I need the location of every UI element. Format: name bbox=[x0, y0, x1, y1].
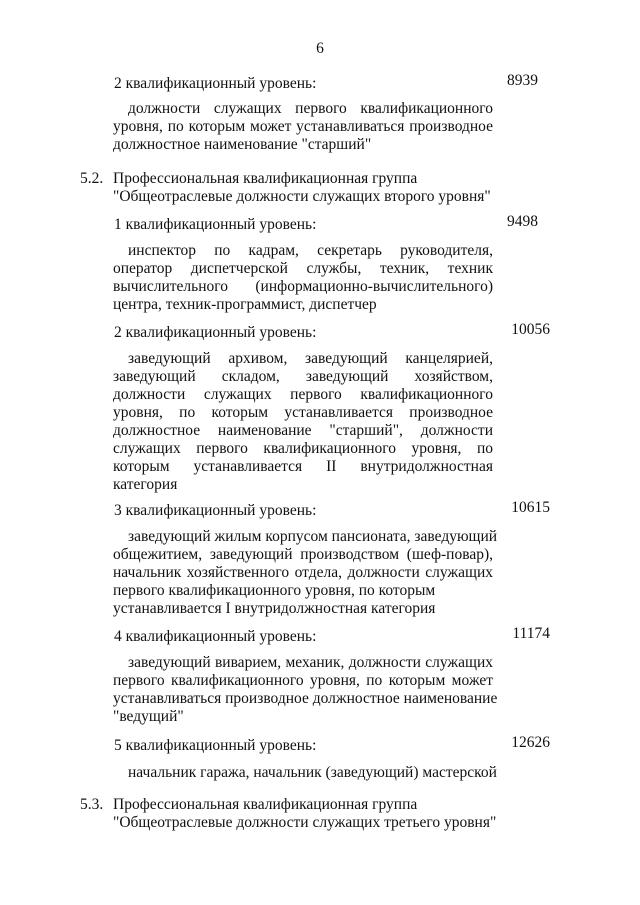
qualification-level-label: 4 квалификационный уровень: bbox=[114, 628, 317, 645]
salary-value: 8939 bbox=[507, 72, 538, 89]
position-description-line: уровня, по которым устанавливается производное bbox=[113, 404, 493, 421]
position-description-line: заведующий виварием, механик, должности служащих bbox=[128, 654, 493, 671]
position-description-line: первого квалификационного уровня, по которым bbox=[113, 582, 436, 599]
salary-value: 9498 bbox=[507, 213, 538, 230]
position-description-line: служащих первого квалификационного уровня, по bbox=[113, 440, 493, 457]
qualification-level-label: 3 квалификационный уровень: bbox=[114, 502, 317, 519]
salary-value: 10615 bbox=[511, 499, 550, 516]
position-description-line: общежитием, заведующий производством (шеф-повар), bbox=[113, 546, 493, 563]
qualification-level-label: 5 квалификационный уровень: bbox=[114, 737, 317, 754]
section-number: 5.2. bbox=[80, 170, 104, 187]
position-description-line: первого квалификационного уровня, по которым может bbox=[113, 672, 493, 689]
position-description-line: устанавливается I внутридолжностная категория bbox=[113, 600, 436, 617]
position-description-line: центра, техник-программист, диспетчер bbox=[113, 296, 377, 313]
section-title-line: "Общеотраслевые должности служащих второго уровня" bbox=[113, 188, 491, 205]
section-number: 5.3. bbox=[80, 796, 104, 813]
qualification-level-label: 2 квалификационный уровень: bbox=[114, 75, 317, 92]
position-description-line: инспектор по кадрам, секретарь руководителя, bbox=[128, 242, 493, 259]
section-title-line: "Общеотраслевые должности служащих третьего уровня" bbox=[113, 814, 497, 831]
section-title-line: Профессиональная квалификационная группа bbox=[113, 170, 418, 187]
salary-value: 12626 bbox=[511, 734, 550, 751]
salary-value: 10056 bbox=[511, 321, 550, 338]
position-description-line: которым устанавливается II внутридолжностная bbox=[113, 458, 493, 475]
section-title-line: Профессиональная квалификационная группа bbox=[113, 796, 418, 813]
qualification-level-label: 2 квалификационный уровень: bbox=[114, 324, 317, 341]
qualification-level-label: 1 квалификационный уровень: bbox=[114, 216, 317, 233]
position-description-line: заведующий складом, заведующий хозяйством, bbox=[113, 368, 493, 385]
position-description-line: должностное наименование "старший" bbox=[113, 136, 372, 153]
salary-value: 11174 bbox=[512, 625, 550, 642]
position-description-line: заведующий архивом, заведующий канцелярией, bbox=[128, 350, 493, 367]
position-description-line: "ведущий" bbox=[113, 708, 184, 725]
position-description-line: начальник гаража, начальник (заведующий) мастерской bbox=[128, 764, 497, 781]
page-number: 6 bbox=[316, 40, 324, 57]
position-description-line: должности служащих первого квалификационного bbox=[113, 386, 493, 403]
position-description-line: устанавливаться производное должностное наименование bbox=[113, 690, 498, 707]
position-description-line: должности служащих первого квалификационного bbox=[128, 100, 493, 117]
position-description-line: категория bbox=[113, 476, 178, 493]
position-description-line: уровня, по которым может устанавливаться производное bbox=[113, 118, 493, 135]
position-description-line: начальник хозяйственного отдела, должности служащих bbox=[113, 564, 493, 581]
position-description-line: должностное наименование "старший", должности bbox=[113, 422, 493, 439]
position-description-line: вычислительного (информационно-вычислительного) bbox=[113, 278, 493, 295]
position-description-line: оператор диспетчерской службы, техник, техник bbox=[113, 260, 493, 277]
position-description-line: заведующий жилым корпусом пансионата, заведующий bbox=[128, 528, 498, 545]
